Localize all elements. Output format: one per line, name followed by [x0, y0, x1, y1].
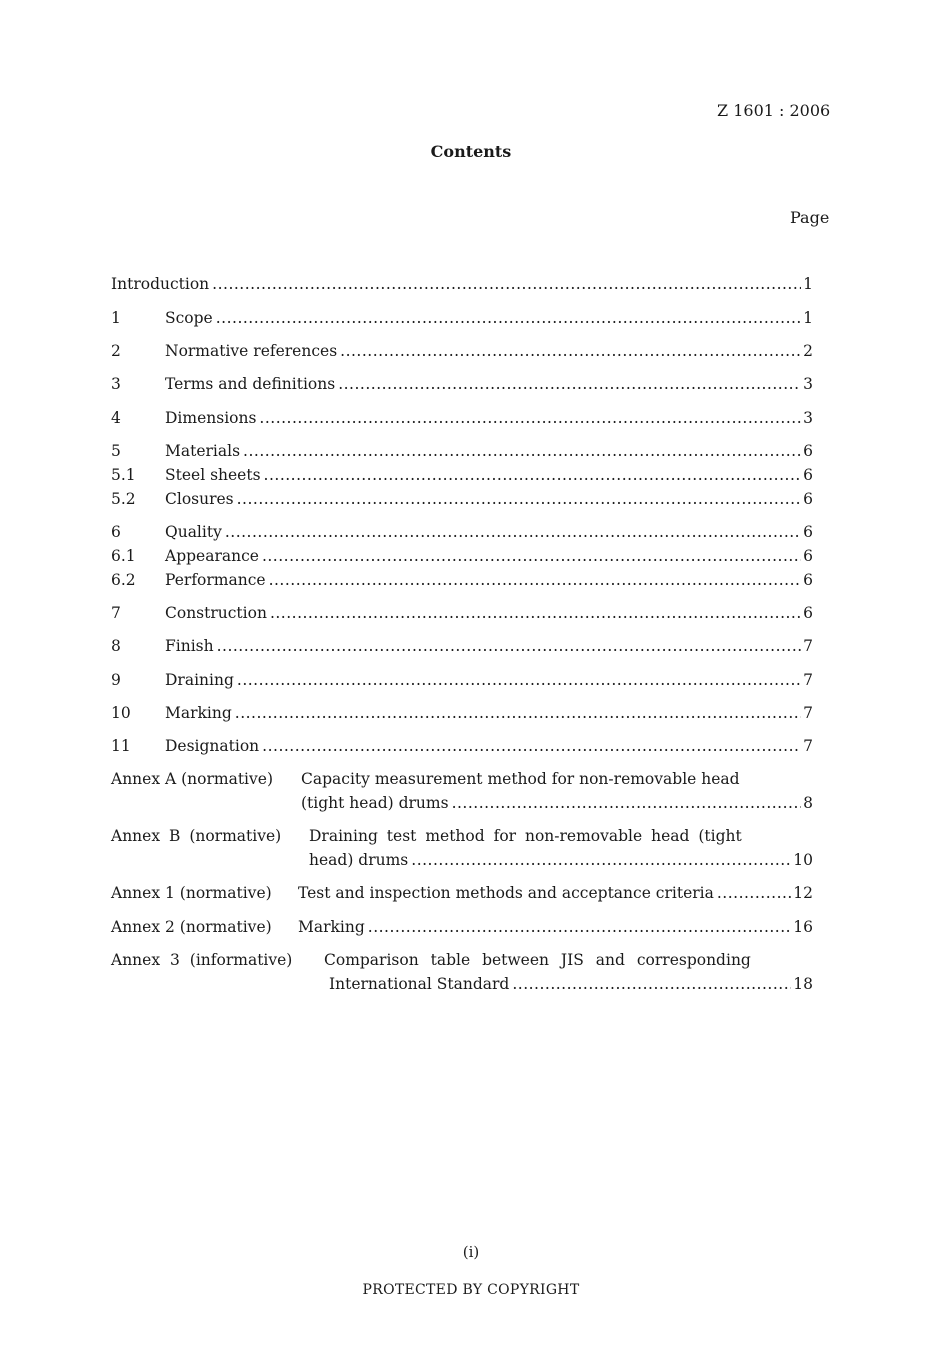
toc-entry-title: Finish — [165, 637, 214, 655]
toc-entry-title: Steel sheets — [165, 466, 261, 484]
dot-leader — [269, 569, 802, 591]
annex-label: Annex A (normative) — [111, 770, 273, 788]
toc-entry-page: 6 — [803, 571, 813, 589]
copyright-notice: PROTECTED BY COPYRIGHT — [362, 1282, 580, 1298]
toc-entry-page: 7 — [803, 637, 813, 655]
toc-entry-page: 8 — [803, 794, 813, 812]
document-id: Z 1601 : 2006 — [717, 101, 831, 120]
dot-leader — [216, 307, 801, 329]
annex-title: Test and inspection methods and acceptance criteria — [298, 884, 714, 902]
annex-label: Annex 3 (informative) — [111, 951, 293, 969]
toc-entry-page: 7 — [803, 704, 813, 722]
annex-title-line1: Draining test method for non-removable head (tight — [309, 827, 742, 845]
toc-entry-introduction[interactable] — [111, 273, 813, 295]
dot-leader — [452, 792, 802, 814]
annex-title: Marking — [298, 918, 365, 936]
annex-title-line2-row — [329, 973, 813, 995]
dot-leader — [270, 602, 801, 624]
toc-entry-page: 6 — [803, 547, 813, 565]
dot-leader — [237, 669, 801, 691]
dot-leader — [243, 440, 801, 462]
annex-label: Annex 2 (normative) — [111, 918, 272, 936]
toc-entry-page: 7 — [803, 671, 813, 689]
annex-title-line1: Capacity measurement method for non-removable head — [301, 770, 740, 788]
annex-title-row — [298, 882, 813, 904]
toc-entry-page: 6 — [803, 523, 813, 541]
toc-entry-page: 3 — [803, 375, 813, 393]
toc-entry[interactable] — [111, 464, 813, 486]
toc-entry-number: 6.2 — [111, 571, 136, 589]
dot-leader — [235, 702, 801, 724]
toc-entry-page: 12 — [793, 884, 813, 902]
page-column-label: Page — [790, 208, 830, 227]
toc-entry[interactable] — [111, 735, 813, 757]
toc-entry-page: 7 — [803, 737, 813, 755]
annex-title-row — [298, 916, 813, 938]
toc-entry-number: 3 — [111, 375, 121, 393]
toc-entry-title: Closures — [165, 490, 234, 508]
annex-title-line2-row — [301, 792, 813, 814]
toc-entry[interactable] — [111, 440, 813, 462]
dot-leader — [717, 882, 791, 904]
toc-entry-title: Marking — [165, 704, 232, 722]
annex-label: Annex B (normative) — [111, 827, 282, 845]
annex-title-line2: International Standard — [329, 975, 510, 993]
toc-entry-title: Appearance — [165, 547, 259, 565]
toc-entry-title: Designation — [165, 737, 260, 755]
toc-entry-page: 6 — [803, 442, 813, 460]
toc-entry-title: Quality — [165, 523, 222, 541]
toc-entry-number: 4 — [111, 409, 121, 427]
toc-entry-page: 6 — [803, 604, 813, 622]
toc-entry-title: Terms and definitions — [165, 375, 336, 393]
toc-entry-page: 3 — [803, 409, 813, 427]
toc-entry[interactable] — [111, 702, 813, 724]
dot-leader — [225, 521, 801, 543]
dot-leader — [368, 916, 791, 938]
toc-entry-title: Normative references — [165, 342, 338, 360]
toc-entry-number: 9 — [111, 671, 121, 689]
annex-title-line2-row — [309, 849, 813, 871]
dot-leader — [411, 849, 791, 871]
toc-entry-title: Scope — [165, 309, 213, 327]
toc-entry-number: 10 — [111, 704, 131, 722]
toc-entry-page: 18 — [793, 975, 813, 993]
toc-entry-title: Draining — [165, 671, 234, 689]
toc-entry-page: 6 — [803, 466, 813, 484]
toc-entry-number: 2 — [111, 342, 121, 360]
toc-entry[interactable] — [111, 669, 813, 691]
dot-leader — [512, 973, 791, 995]
toc-entry[interactable] — [111, 602, 813, 624]
toc-entry[interactable] — [111, 373, 813, 395]
toc-entry-page: 10 — [793, 851, 813, 869]
toc-entry-number: 8 — [111, 637, 121, 655]
dot-leader — [340, 340, 801, 362]
toc-entry[interactable] — [111, 407, 813, 429]
toc-entry-number: 7 — [111, 604, 121, 622]
toc-entry-number: 5.1 — [111, 466, 136, 484]
toc-entry-page: 1 — [803, 309, 813, 327]
dot-leader — [217, 635, 802, 657]
dot-leader — [212, 273, 801, 295]
toc-entry-title: Dimensions — [165, 409, 257, 427]
toc-entry-number: 5 — [111, 442, 121, 460]
toc-entry-page: 1 — [803, 275, 813, 293]
dot-leader — [264, 464, 802, 486]
toc-entry-number: 6 — [111, 523, 121, 541]
toc-entry-page: 16 — [793, 918, 813, 936]
toc-entry[interactable] — [111, 340, 813, 362]
annex-label: Annex 1 (normative) — [111, 884, 272, 902]
toc-entry-number: 6.1 — [111, 547, 136, 565]
toc-entry[interactable] — [111, 488, 813, 510]
toc-entry[interactable] — [111, 545, 813, 567]
dot-leader — [262, 735, 801, 757]
toc-entry-number: 5.2 — [111, 490, 136, 508]
toc-entry[interactable] — [111, 635, 813, 657]
page-title: Contents — [430, 142, 512, 161]
dot-leader — [259, 407, 801, 429]
toc-entry-title: Performance — [165, 571, 266, 589]
toc-entry-page: 6 — [803, 490, 813, 508]
toc-entry[interactable] — [111, 307, 813, 329]
toc-entry-number: 1 — [111, 309, 121, 327]
footer-page-number: (i) — [462, 1243, 480, 1261]
dot-leader — [338, 373, 801, 395]
dot-leader — [237, 488, 802, 510]
toc-entry-title: Construction — [165, 604, 267, 622]
annex-title-line1: Comparison table between JIS and corresponding — [324, 951, 751, 969]
toc-entry[interactable] — [111, 569, 813, 591]
annex-title-line2: head) drums — [309, 851, 409, 869]
toc-entry-title: Materials — [165, 442, 241, 460]
dot-leader — [262, 545, 801, 567]
toc-entry-number: 11 — [111, 737, 131, 755]
toc-entry-title: Introduction — [111, 275, 210, 293]
toc-entry-page: 2 — [803, 342, 813, 360]
annex-title-line2: (tight head) drums — [301, 794, 449, 812]
toc-entry[interactable] — [111, 521, 813, 543]
